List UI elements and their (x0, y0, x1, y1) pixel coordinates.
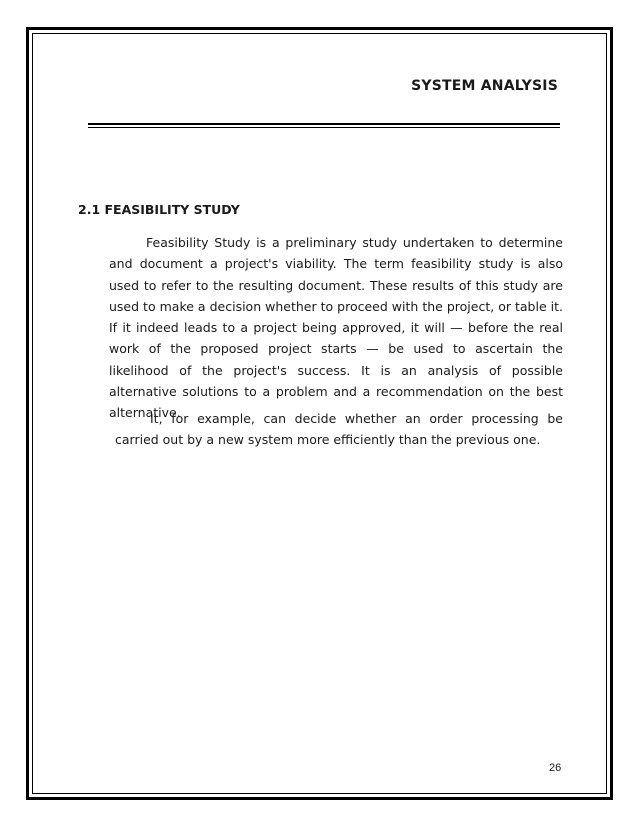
section-heading: 2.1 FEASIBILITY STUDY (78, 202, 240, 217)
title-rule-thick (88, 123, 560, 125)
title-rule-thin (88, 127, 560, 128)
body-paragraph-2: It, for example, can decide whether an order processing be carried out by a new system more efficiently than the previous one. (115, 411, 563, 448)
body-paragraph-1: Feasibility Study is a preliminary study undertaken to determine and document a project's viability. The term feasibility study is also used to refer to the resulting document. These results of this study are used to make a decision whether to proceed with the project, or table it. If it indeed leads to a project being approved, it will — before the real work of the proposed project starts — be used to ascertain the likelihood of the project's success. It is an analysis of possible alternative solutions to a problem and a recommendation on the best alternative. (109, 235, 563, 421)
chapter-title: SYSTEM ANALYSIS (411, 78, 558, 94)
page-number: 26 (549, 762, 562, 774)
